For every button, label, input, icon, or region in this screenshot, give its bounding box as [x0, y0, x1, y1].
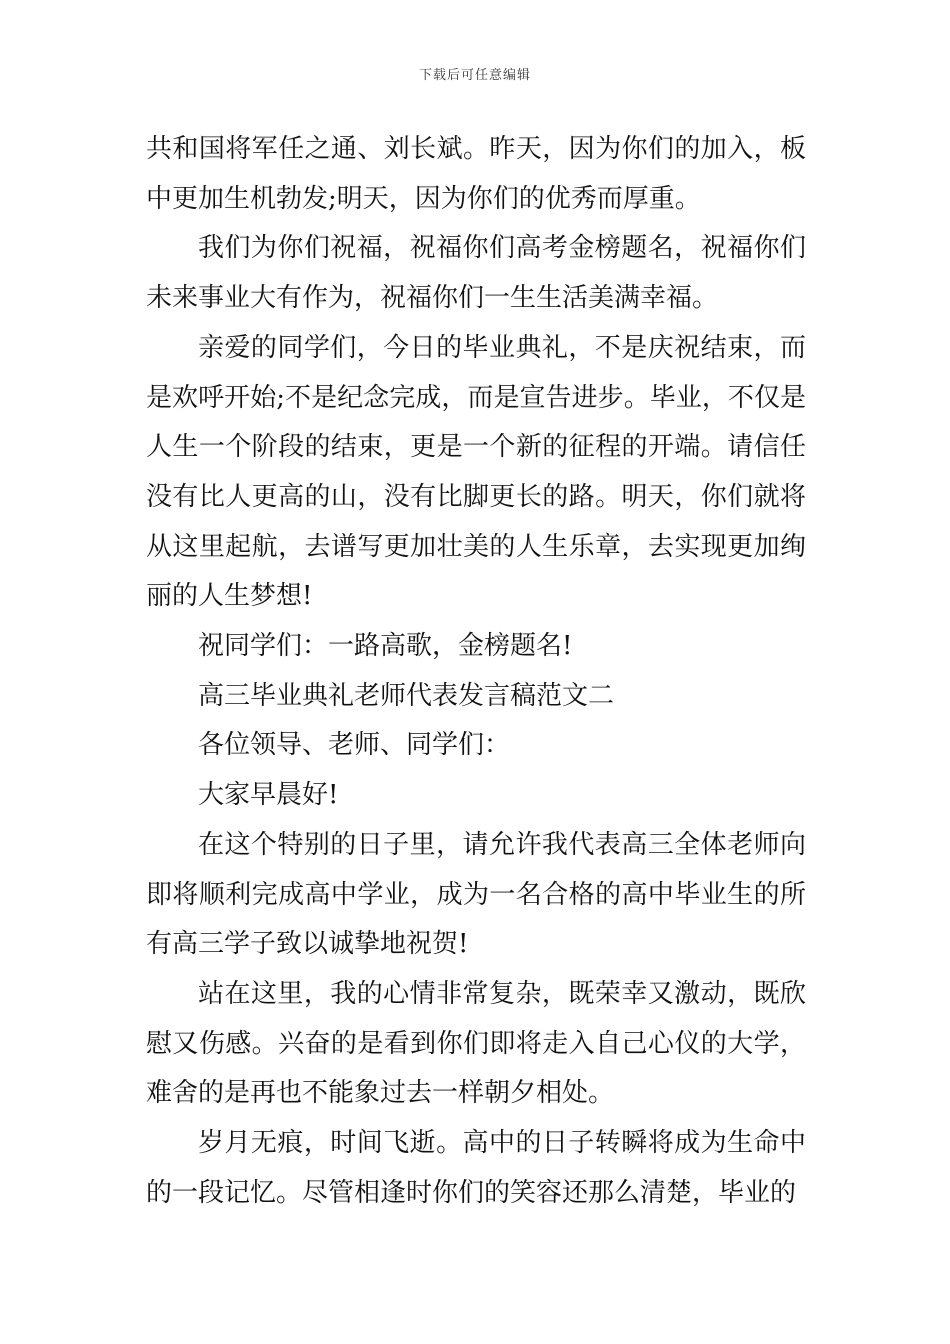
paragraph-2: 我们为你们祝福，祝福你们高考金榜题名，祝福你们未来事业大有作为，祝福你们一生生活美满幸福。: [146, 233, 806, 314]
paragraph-8: 在这个特别的日子里，请允许我代表高三全体老师向即将顺利完成高中学业，成为一名合格的高中毕业生的所有高三学子致以诚挚地祝贺!: [146, 829, 806, 960]
paragraph-3: 亲爱的同学们，今日的毕业典礼，不是庆祝结束，而是欢呼开始;不是纪念完成，而是宣告进步。毕业，不仅是人生一个阶段的结束，更是一个新的征程的开端。请信任没有比人更高的山，没有比脚更长的路。明天，你们就将从这里起航，去谱写更加壮美的人生乐章，去实现更加绚丽的人生梦想!: [146, 332, 806, 612]
paragraph-10: 岁月无痕，时间飞逝。高中的日子转瞬将成为生命中的一段记忆。尽管相逢时你们的笑容还那么清楚，毕业的: [146, 1128, 806, 1208]
greeting: 大家早晨好!: [198, 780, 339, 811]
paragraph-9: 站在这里，我的心情非常复杂，既荣幸又激动，既欣慰又伤感。兴奋的是看到你们即将走入自己心仪的大学，难舍的是再也不能象过去一样朝夕相处。: [146, 978, 806, 1109]
section-title: 高三毕业典礼老师代表发言稿范文二: [198, 680, 615, 711]
paragraph-4: 祝同学们：一路高歌，金榜题名!: [198, 631, 573, 662]
page-header: 下载后可任意编辑: [418, 68, 531, 83]
document-body: [146, 125, 806, 1218]
paragraph-1: 共和国将军任之通、刘长斌。昨天，因为你们的加入，板中更加生机勃发;明天，因为你们的优秀而厚重。: [146, 134, 806, 214]
salutation: 各位领导、老师、同学们：: [198, 730, 511, 761]
